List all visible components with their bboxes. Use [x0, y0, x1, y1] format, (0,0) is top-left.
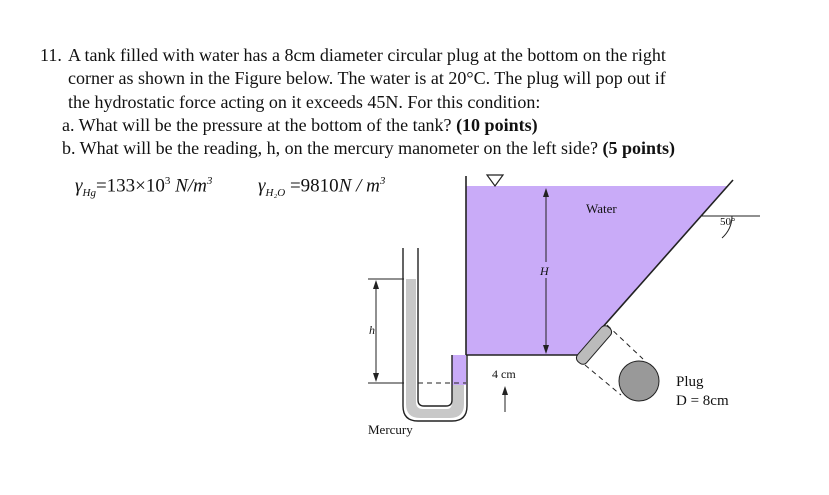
free-surface-marker: [487, 175, 503, 186]
gamma-hg-exponent: 3: [164, 175, 171, 187]
gamma-hg-unit: N/m: [175, 175, 207, 197]
gamma-h2o-value: =9810: [289, 175, 339, 197]
gamma-h2o-subscript: H₂O: [265, 187, 286, 200]
manometer-tube-inner: [418, 248, 452, 406]
problem-line-2: corner as shown in the Figure below. The water is at 20°C. The plug will pop out if: [68, 68, 666, 88]
part-b-points: (5 points): [602, 138, 676, 158]
angle-label: 50°: [720, 216, 736, 228]
plug-diameter: D = 8cm: [676, 393, 729, 409]
manometer-mercury: [406, 279, 464, 418]
problem-number: 11.: [40, 45, 62, 65]
gamma-hg-subscript: Hg: [82, 187, 96, 200]
gamma-h2o-unit: N / m: [338, 175, 380, 197]
gamma-hg-symbol: γ: [75, 175, 83, 197]
gamma-h2o-symbol: γ: [258, 175, 266, 197]
h-label: h: [369, 323, 375, 337]
h-arrow-top: [373, 280, 379, 289]
gap-label: 4 cm: [492, 367, 516, 381]
h-arrow-bottom: [373, 373, 379, 382]
gamma-hg-unit-exponent: 3: [206, 175, 213, 187]
plug-label: Plug: [676, 374, 704, 390]
mercury-label: Mercury: [368, 422, 413, 437]
gamma-h2o-unit-exponent: 3: [379, 175, 386, 187]
plug-projection-top: [607, 325, 643, 359]
H-label: H: [540, 264, 549, 278]
plug-projection-bottom: [585, 365, 621, 395]
plug-circle: [619, 361, 659, 401]
manometer-water-column: [452, 355, 466, 385]
problem-line-1: A tank filled with water has a 8cm diameter circular plug at the bottom on the right: [68, 45, 666, 65]
gap-arrow-head: [502, 386, 508, 395]
part-a-text: a. What will be the pressure at the bottom of the tank?: [62, 115, 452, 135]
part-b-text: b. What will be the reading, h, on the mercury manometer on the left side?: [62, 138, 598, 158]
gamma-hg-value: =133×10: [95, 175, 165, 197]
water-label: Water: [586, 201, 617, 216]
part-a-points: (10 points): [456, 115, 538, 135]
problem-line-3: the hydrostatic force acting on it exceeds 45N. For this condition:: [68, 92, 541, 112]
